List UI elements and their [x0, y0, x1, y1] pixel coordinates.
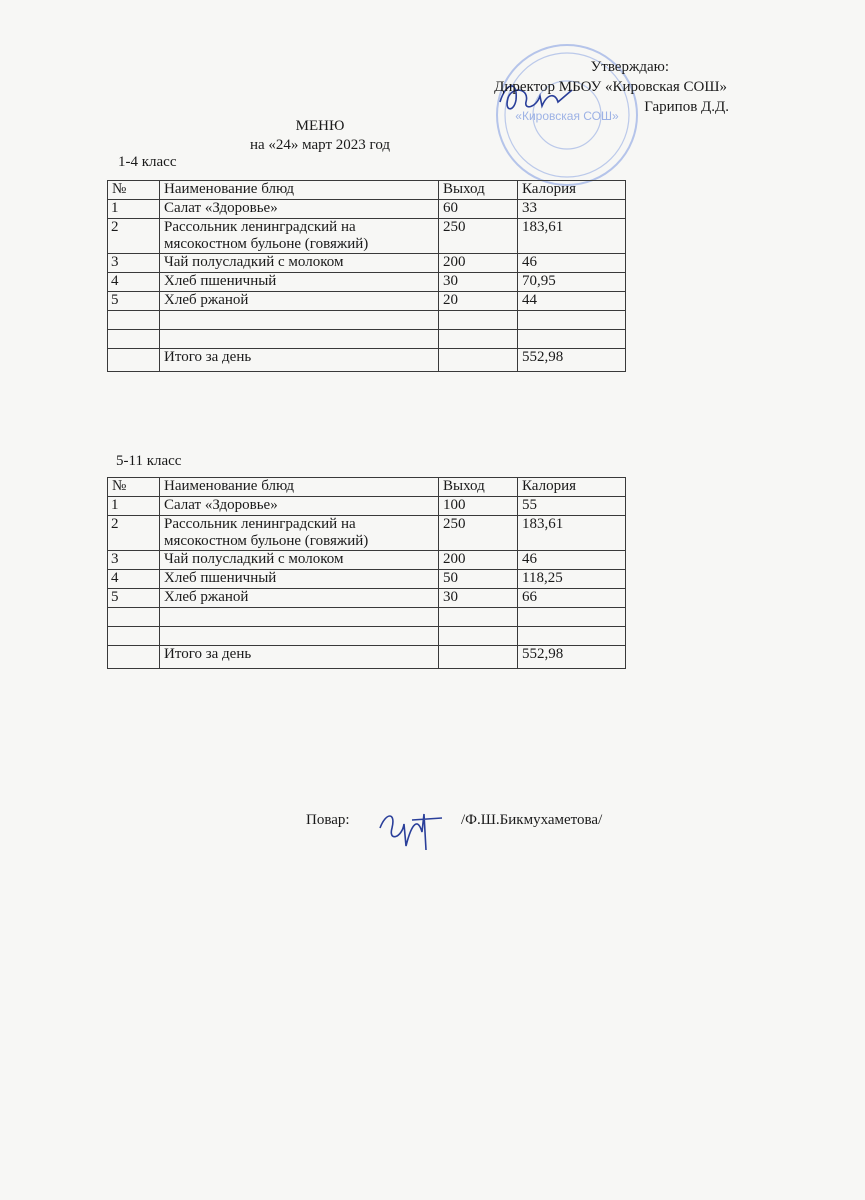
row-yield: 50: [439, 570, 518, 589]
table-row: [108, 292, 626, 311]
page-title: МЕНЮ: [295, 118, 345, 134]
header-calories: Калория: [518, 478, 626, 497]
table-header: [108, 478, 626, 497]
row-calories: 183,61: [518, 516, 626, 551]
total-value: 552,98: [518, 349, 626, 372]
row-num: 3: [108, 551, 160, 570]
row-yield: 100: [439, 497, 518, 516]
header-calories: Калория: [518, 181, 626, 200]
row-name: Салат «Здоровье»: [160, 200, 439, 219]
table-row: [108, 200, 626, 219]
stamp-text: «Кировская СОШ»: [515, 109, 619, 123]
cook-signature-icon: [372, 798, 452, 858]
row-yield: 200: [439, 551, 518, 570]
row-name: Салат «Здоровье»: [160, 497, 439, 516]
table-row: [108, 589, 626, 608]
row-num: 5: [108, 589, 160, 608]
row-num: 4: [108, 570, 160, 589]
row-num: 1: [108, 497, 160, 516]
row-yield: 200: [439, 254, 518, 273]
row-yield: 30: [439, 273, 518, 292]
row-yield: 250: [439, 516, 518, 551]
menu-table-5-11: [107, 477, 626, 669]
row-yield: 250: [439, 219, 518, 254]
row-name: Рассольник ленинградский на мясокостном бульоне (говяжий): [160, 516, 439, 551]
empty-row: [108, 608, 626, 627]
total-label: Итого за день: [160, 646, 439, 669]
row-name: Чай полусладкий с молоком: [160, 254, 439, 273]
row-calories: 118,25: [518, 570, 626, 589]
row-num: 5: [108, 292, 160, 311]
row-name: Рассольник ленинградский на мясокостном бульоне (говяжий): [160, 219, 439, 254]
cook-name: /Ф.Ш.Бикмухаметова/: [461, 812, 603, 828]
menu-date: на «24» март 2023 год: [249, 137, 391, 153]
header-name: Наименование блюд: [160, 181, 439, 200]
empty-row: [108, 627, 626, 646]
row-yield: 60: [439, 200, 518, 219]
total-row: [108, 349, 626, 372]
row-calories: 183,61: [518, 219, 626, 254]
table-row: [108, 570, 626, 589]
row-yield: 30: [439, 589, 518, 608]
row-calories: 46: [518, 254, 626, 273]
table-row: [108, 516, 626, 551]
row-calories: 55: [518, 497, 626, 516]
header-num: №: [108, 181, 160, 200]
approval-line-1: Утверждаю:: [590, 59, 669, 75]
table-header: [108, 181, 626, 200]
header-yield: Выход: [439, 478, 518, 497]
row-name: Чай полусладкий с молоком: [160, 551, 439, 570]
total-value: 552,98: [518, 646, 626, 669]
header-name: Наименование блюд: [160, 478, 439, 497]
table-row: [108, 219, 626, 254]
header-yield: Выход: [439, 181, 518, 200]
section-label-5-11: 5-11 класс: [116, 453, 182, 469]
menu-table-1-4: [107, 180, 626, 372]
empty-row: [108, 311, 626, 330]
row-num: 2: [108, 219, 160, 254]
approval-line-3: Гарипов Д.Д.: [644, 99, 729, 115]
row-num: 2: [108, 516, 160, 551]
menu-title-block: [210, 117, 430, 155]
empty-row: [108, 330, 626, 349]
row-name: Хлеб пшеничный: [160, 273, 439, 292]
cook-label: Повар:: [306, 812, 350, 828]
section-label-1-4: 1-4 класс: [118, 154, 177, 170]
row-calories: 33: [518, 200, 626, 219]
table-row: [108, 254, 626, 273]
table-row: [108, 497, 626, 516]
row-name: Хлеб пшеничный: [160, 570, 439, 589]
row-calories: 44: [518, 292, 626, 311]
row-name: Хлеб ржаной: [160, 589, 439, 608]
row-name: Хлеб ржаной: [160, 292, 439, 311]
approval-block: [494, 57, 727, 117]
approval-line-2: Директор МБОУ «Кировская СОШ»: [494, 79, 727, 95]
total-label: Итого за день: [160, 349, 439, 372]
total-row: [108, 646, 626, 669]
table-row: [108, 273, 626, 292]
row-num: 4: [108, 273, 160, 292]
header-num: №: [108, 478, 160, 497]
row-num: 1: [108, 200, 160, 219]
row-calories: 70,95: [518, 273, 626, 292]
table-row: [108, 551, 626, 570]
row-calories: 46: [518, 551, 626, 570]
row-yield: 20: [439, 292, 518, 311]
row-calories: 66: [518, 589, 626, 608]
row-num: 3: [108, 254, 160, 273]
